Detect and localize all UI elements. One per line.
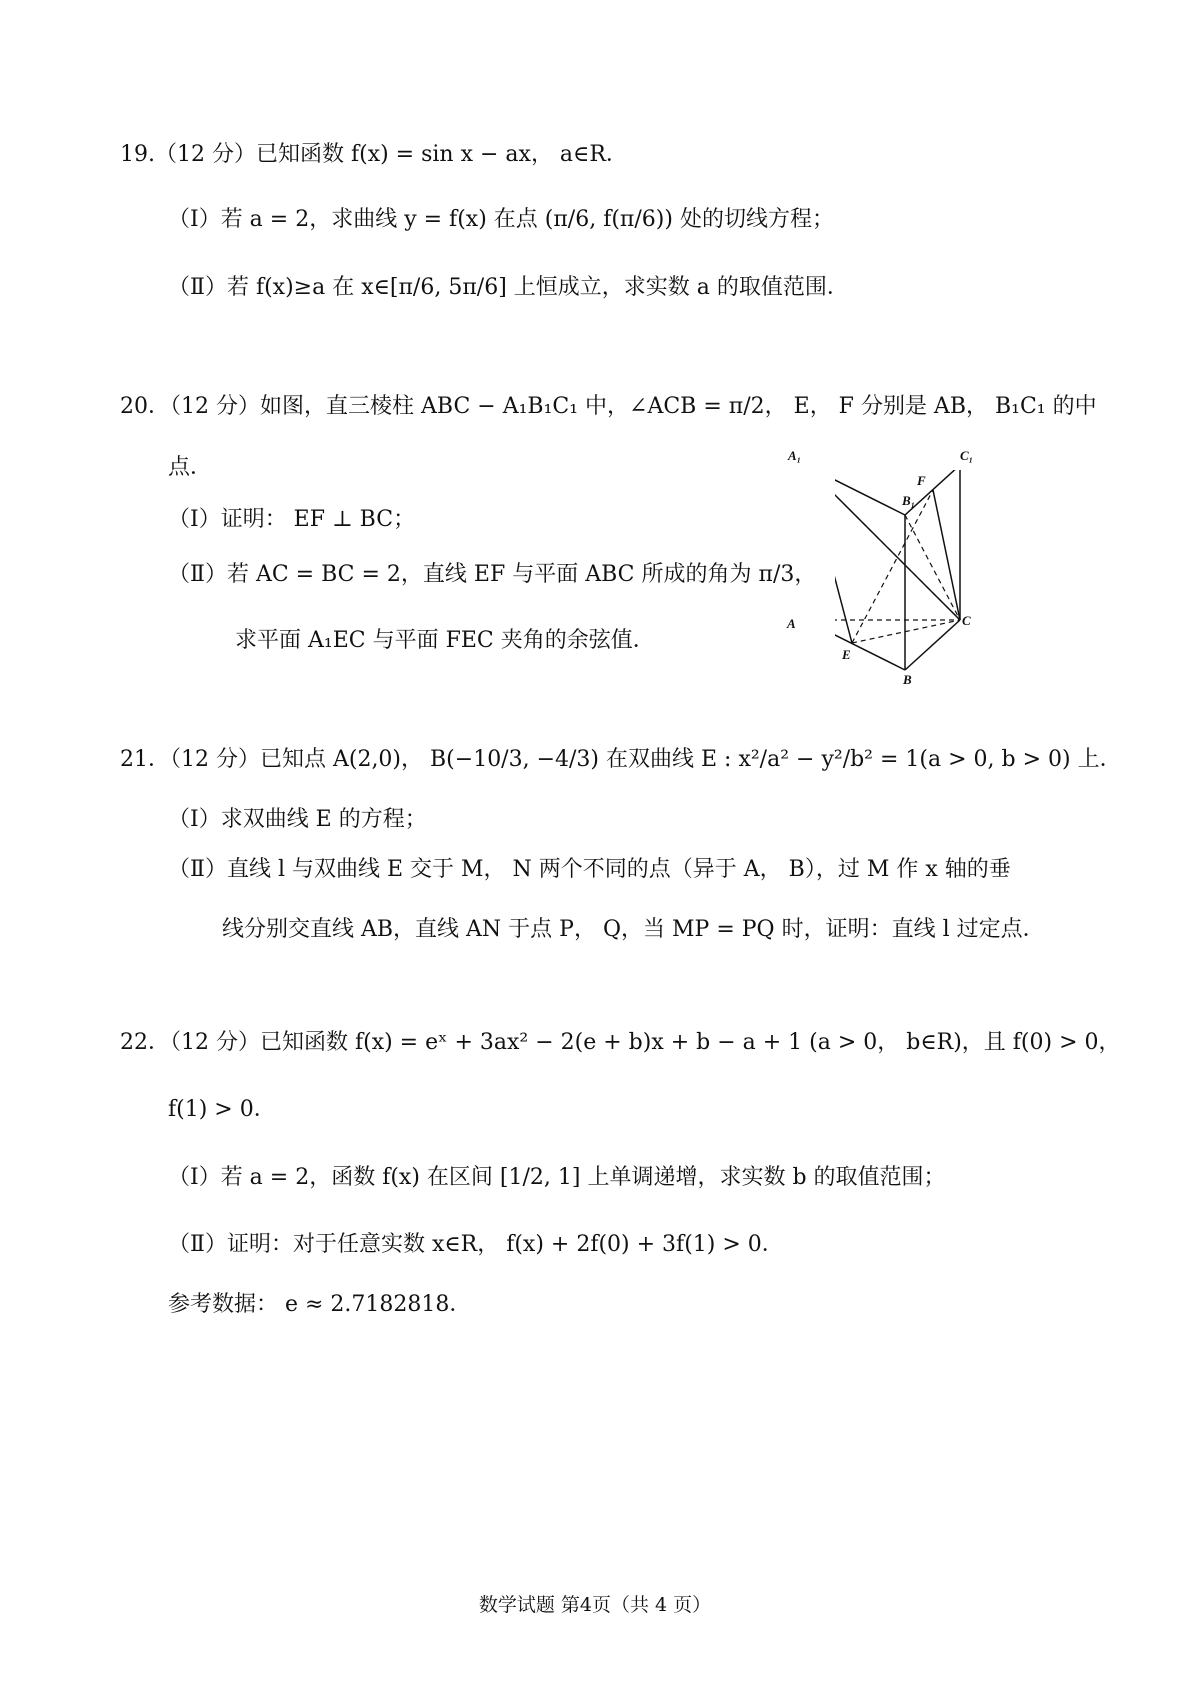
line-a1c-hidden [835,470,960,620]
line-a1e [835,470,852,643]
line-ef-hidden [852,490,933,643]
prism-figure [835,470,1065,730]
q22-part2: （Ⅱ）证明：对于任意实数 x∈R， f(x) + 2f(0) + 3f(1) > 0． [168,1232,784,1257]
label-a: A [787,616,796,631]
q21-part1: （Ⅰ）求双曲线 E 的方程； [168,807,427,832]
line-b1c-hidden [905,515,960,620]
q21-part2-cont: 线分别交直线 AB，直线 AN 于点 P， Q，当 MP = PQ 时，证明：直线 l 过定点． [222,917,1045,942]
q22-reference-data: 参考数据： e ≈ 2.7182818． [168,1292,472,1317]
label-c: C [962,613,971,628]
q22-stem-cont: f(1) > 0． [168,1097,276,1122]
label-f: F [917,473,926,488]
q21-stem: 21．（12 分）已知点 A(2,0)， B(−10/3, −4/3) 在双曲线 E : x²/a² − y²/b² = 1(a > 0, b > 0) 上． [120,747,1122,772]
line-ec-hidden [852,620,960,643]
q20-part2: （Ⅱ）若 AC = BC = 2，直线 EF 与平面 ABC 所成的角为 π/3， [168,562,817,587]
q20-stem: 20．（12 分）如图，直三棱柱 ABC − A₁B₁C₁ 中，∠ACB = π/2， E， F 分别是 AB， B₁C₁ 的中 [120,394,1097,419]
q19-part1: （Ⅰ）若 a = 2，求曲线 y = f(x) 在点 (π/6, f(π/6)) 处的切线方程； [168,207,834,232]
label-c1: C₁ [960,448,974,463]
label-b1: B₁ [902,493,916,508]
q21-part2: （Ⅱ）直线 l 与双曲线 E 交于 M， N 两个不同的点（异于 A， B），过 M 作 x 轴的垂 [168,857,1011,882]
label-b: B [903,672,912,687]
edge-a1b1 [835,470,905,515]
q22-part1: （Ⅰ）若 a = 2，函数 f(x) 在区间 [1/2, 1] 上单调递增，求实数 b 的取值范围； [168,1165,946,1190]
edge-bc [905,620,960,670]
q20-part2-cont: 求平面 A₁EC 与平面 FEC 夹角的余弦值． [235,628,655,653]
q22-stem: 22．（12 分）已知函数 f(x) = eˣ + 3ax² − 2(e + b)x + b − a + 1 (a > 0， b∈R)，且 f(0) > 0， [120,1030,1121,1055]
q20-part1: （Ⅰ）证明： EF ⊥ BC； [168,507,416,532]
page-footer: 数学试题 第4页（共 4 页） [478,1594,712,1616]
label-e: E [842,647,851,662]
label-a1: A₁ [788,448,802,463]
q20-stem-cont: 点． [168,455,213,480]
q19-stem: 19.（12 分）已知函数 f(x) = sin x − ax， a∈R． [120,142,628,167]
line-fc [933,490,960,620]
q19-part2: （Ⅱ）若 f(x)≥a 在 x∈[π/6, 5π/6] 上恒成立，求实数 a 的取值范围． [168,275,849,300]
line-a1c [835,470,960,620]
